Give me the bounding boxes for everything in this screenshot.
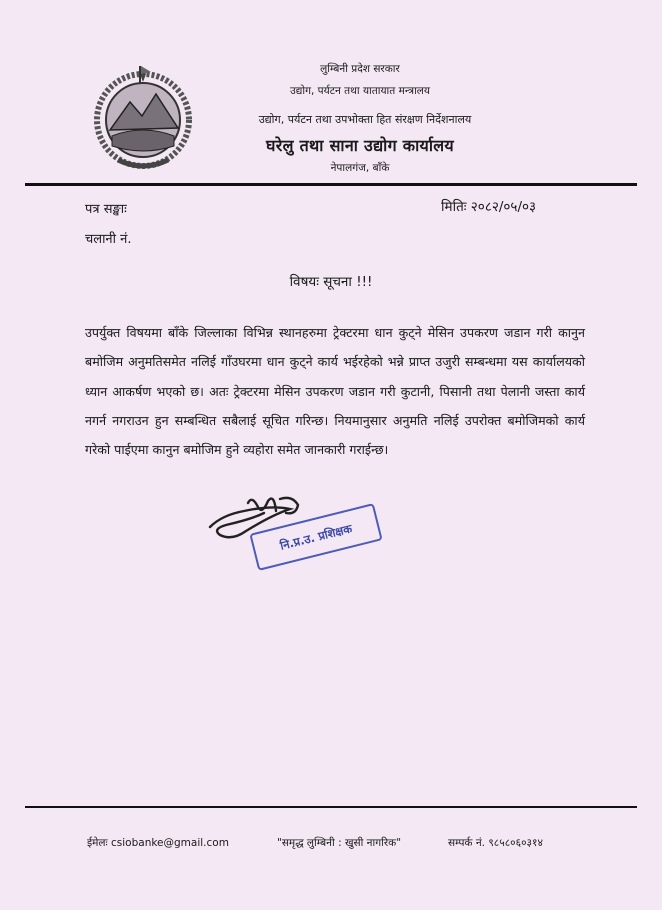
official-stamp: नि.प्र.उ. प्रशिक्षक — [249, 503, 382, 571]
nepal-government-emblem — [88, 60, 198, 175]
letter-body: उपर्युक्त विषयमा बाँके जिल्लाका विभिन्न स्थानहरुमा ट्रेक्टरमा धान कुट्ने मेसिन उपकरण जडान गरी कानुन बमोजिम अनुमतिसमेत नलिई गाँउघरमा धान कुट्ने कार्य भईरहेको भन्ने प्राप्त उजुरी सम्बन्धमा यस कार्यालयको ध्यान आकर्षण भएको छ। अतः ट्रेक्टरमा मेसिन उपकरण जडान गरी कुटानी, पिसानी तथा पेलानी जस्ता कार्य नगर्न नगराउन हुन सम्बन्धित सबैलाई सूचित गरिन्छ। नियमानुसार अनुमति नलिई उपरोक्त बमोजिमको कार्य गरेको पाईएमा कानुन बमोजिम हुने व्यहोरा समेत जानकारी गराईन्छ। — [85, 325, 585, 458]
reference-number-label: पत्र सङ्खाः — [85, 202, 127, 217]
footer-slogan: "समृद्ध लुम्बिनी : खुसी नागरिक" — [277, 837, 402, 849]
ministry-name: उद्योग, पर्यटन तथा यातायात मन्त्रालय — [290, 85, 430, 97]
contact-email[interactable]: ईमेलः csiobanke@gmail.com — [87, 837, 229, 849]
office-name: घरेलु तथा साना उद्योग कार्यालय — [266, 136, 454, 155]
government-name: लुम्बिनी प्रदेश सरकार — [320, 63, 400, 75]
header-divider — [25, 183, 637, 186]
directorate-name: उद्योग, पर्यटन तथा उपभोक्ता हित संरक्षण निर्देशनालय — [258, 113, 472, 126]
dispatch-number-label: चलानी नं. — [85, 232, 132, 247]
contact-phone: सम्पर्क नं. ९८५८०६०३१४ — [448, 837, 543, 849]
letter-subject: विषयः सूचना !!! — [289, 274, 373, 290]
footer-divider — [25, 806, 637, 808]
office-location: नेपालगंज, बाँके — [330, 162, 390, 174]
letter-date: मितिः २०८२/०५/०३ — [441, 199, 537, 215]
